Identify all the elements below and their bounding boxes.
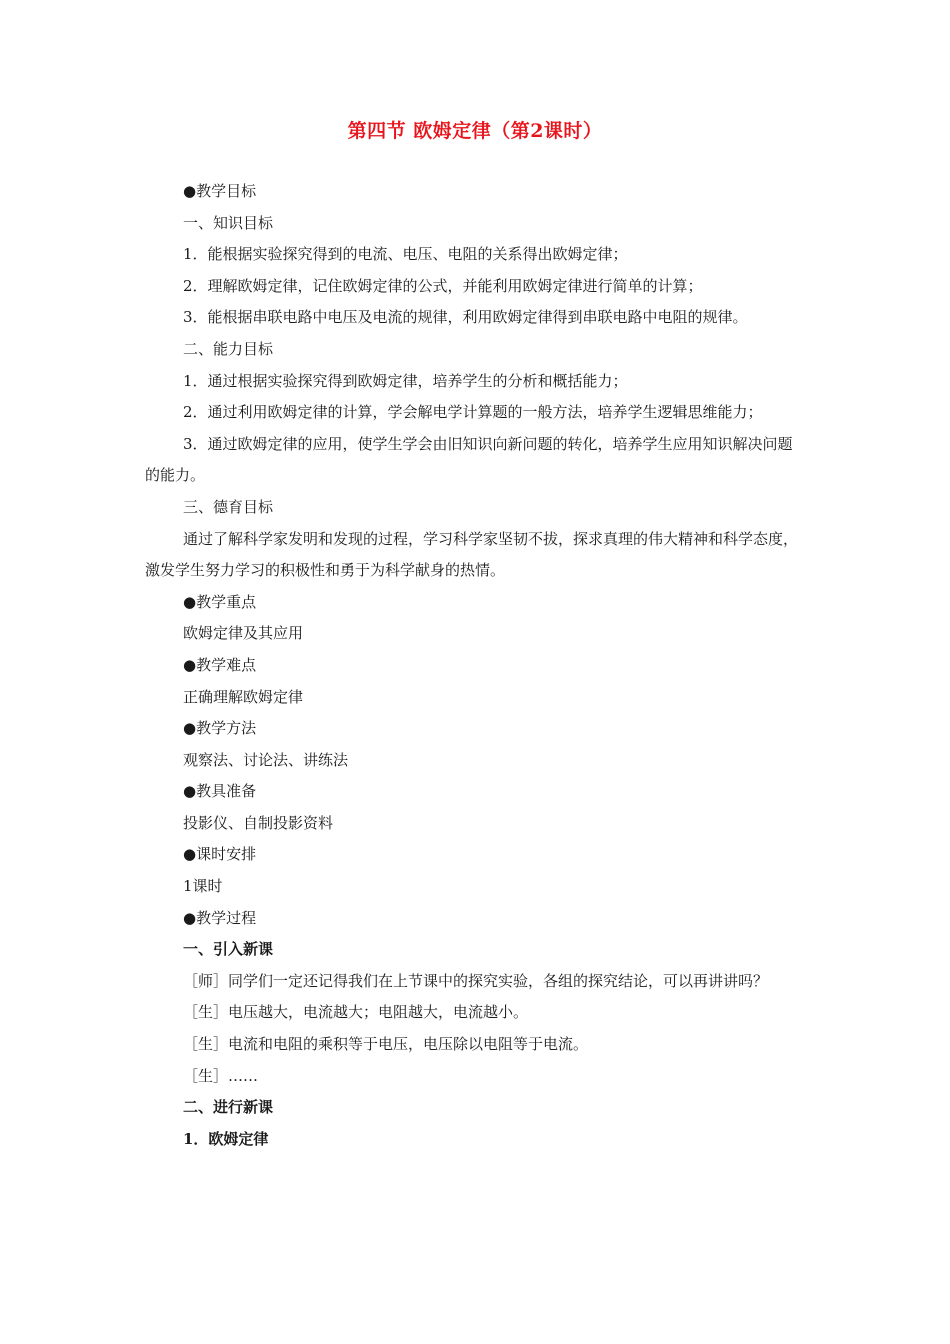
paragraph-difficulty: 正确理解欧姆定律 xyxy=(183,687,304,706)
paragraph-knowledge-1: 1．能根据实验探究得到的电流、电压、电阻的关系得出欧姆定律； xyxy=(183,245,628,264)
section-new-lesson: 二、进行新课 xyxy=(183,1098,274,1117)
paragraph-materials: 投影仪、自制投影资料 xyxy=(183,813,334,832)
paragraph-key-point-heading: ●教学重点 xyxy=(183,592,257,611)
paragraph-knowledge-goals: 一、知识目标 xyxy=(183,213,274,232)
subsection-ohms-law: 1．欧姆定律 xyxy=(183,1129,269,1148)
paragraph-materials-heading: ●教具准备 xyxy=(183,782,257,801)
paragraph-moral-text: 通过了解科学家发明和发现的过程，学习科学家坚韧不拔，探求真理的伟大精神和科学态度，激发学生努力学习的积极性和勇于为科学献身的热情。 xyxy=(145,529,799,580)
paragraph-objectives-heading: ●教学目标 xyxy=(183,182,257,200)
paragraph-ability-goals: 二、能力目标 xyxy=(183,339,274,358)
document-body xyxy=(145,176,805,1155)
paragraph-knowledge-2: 2．理解欧姆定律，记住欧姆定律的公式，并能利用欧姆定律进行简单的计算； xyxy=(183,276,703,295)
paragraph-process-heading: ●教学过程 xyxy=(183,908,257,927)
paragraph-key-point: 欧姆定律及其应用 xyxy=(183,624,304,643)
dialogue-student-2: ［生］电流和电阻的乘积等于电压，电压除以电阻等于电流。 xyxy=(183,1035,589,1054)
paragraph-difficulty-heading: ●教学难点 xyxy=(183,655,257,674)
dialogue-student-1: ［生］电压越大，电流越大；电阻越大，电流越小。 xyxy=(183,1003,529,1022)
paragraph-ability-3: 3．通过欧姆定律的应用，使学生学会由旧知识向新问题的转化，培养学生应用知识解决问题的能力。 xyxy=(145,434,793,485)
section-introduce-new-lesson: 一、引入新课 xyxy=(183,940,274,959)
paragraph-method-heading: ●教学方法 xyxy=(183,719,257,738)
dialogue-student-3: ［生］…… xyxy=(183,1066,259,1085)
paragraph-schedule: 1课时 xyxy=(183,877,223,896)
document-title: 第四节 欧姆定律（第2课时） xyxy=(347,120,603,142)
paragraph-moral-goals: 三、德育目标 xyxy=(183,497,274,516)
paragraph-ability-1: 1．通过根据实验探究得到欧姆定律，培养学生的分析和概括能力； xyxy=(183,371,628,390)
dialogue-teacher: ［师］同学们一定还记得我们在上节课中的探究实验，各组的探究结论，可以再讲讲吗？ xyxy=(183,971,769,990)
paragraph-ability-2: 2．通过利用欧姆定律的计算，学会解电学计算题的一般方法，培养学生逻辑思维能力； xyxy=(183,403,763,422)
paragraph-schedule-heading: ●课时安排 xyxy=(183,845,257,864)
paragraph-method: 观察法、讨论法、讲练法 xyxy=(183,750,349,769)
paragraph-knowledge-3: 3．能根据串联电路中电压及电流的规律，利用欧姆定律得到串联电路中电阻的规律。 xyxy=(183,308,748,327)
